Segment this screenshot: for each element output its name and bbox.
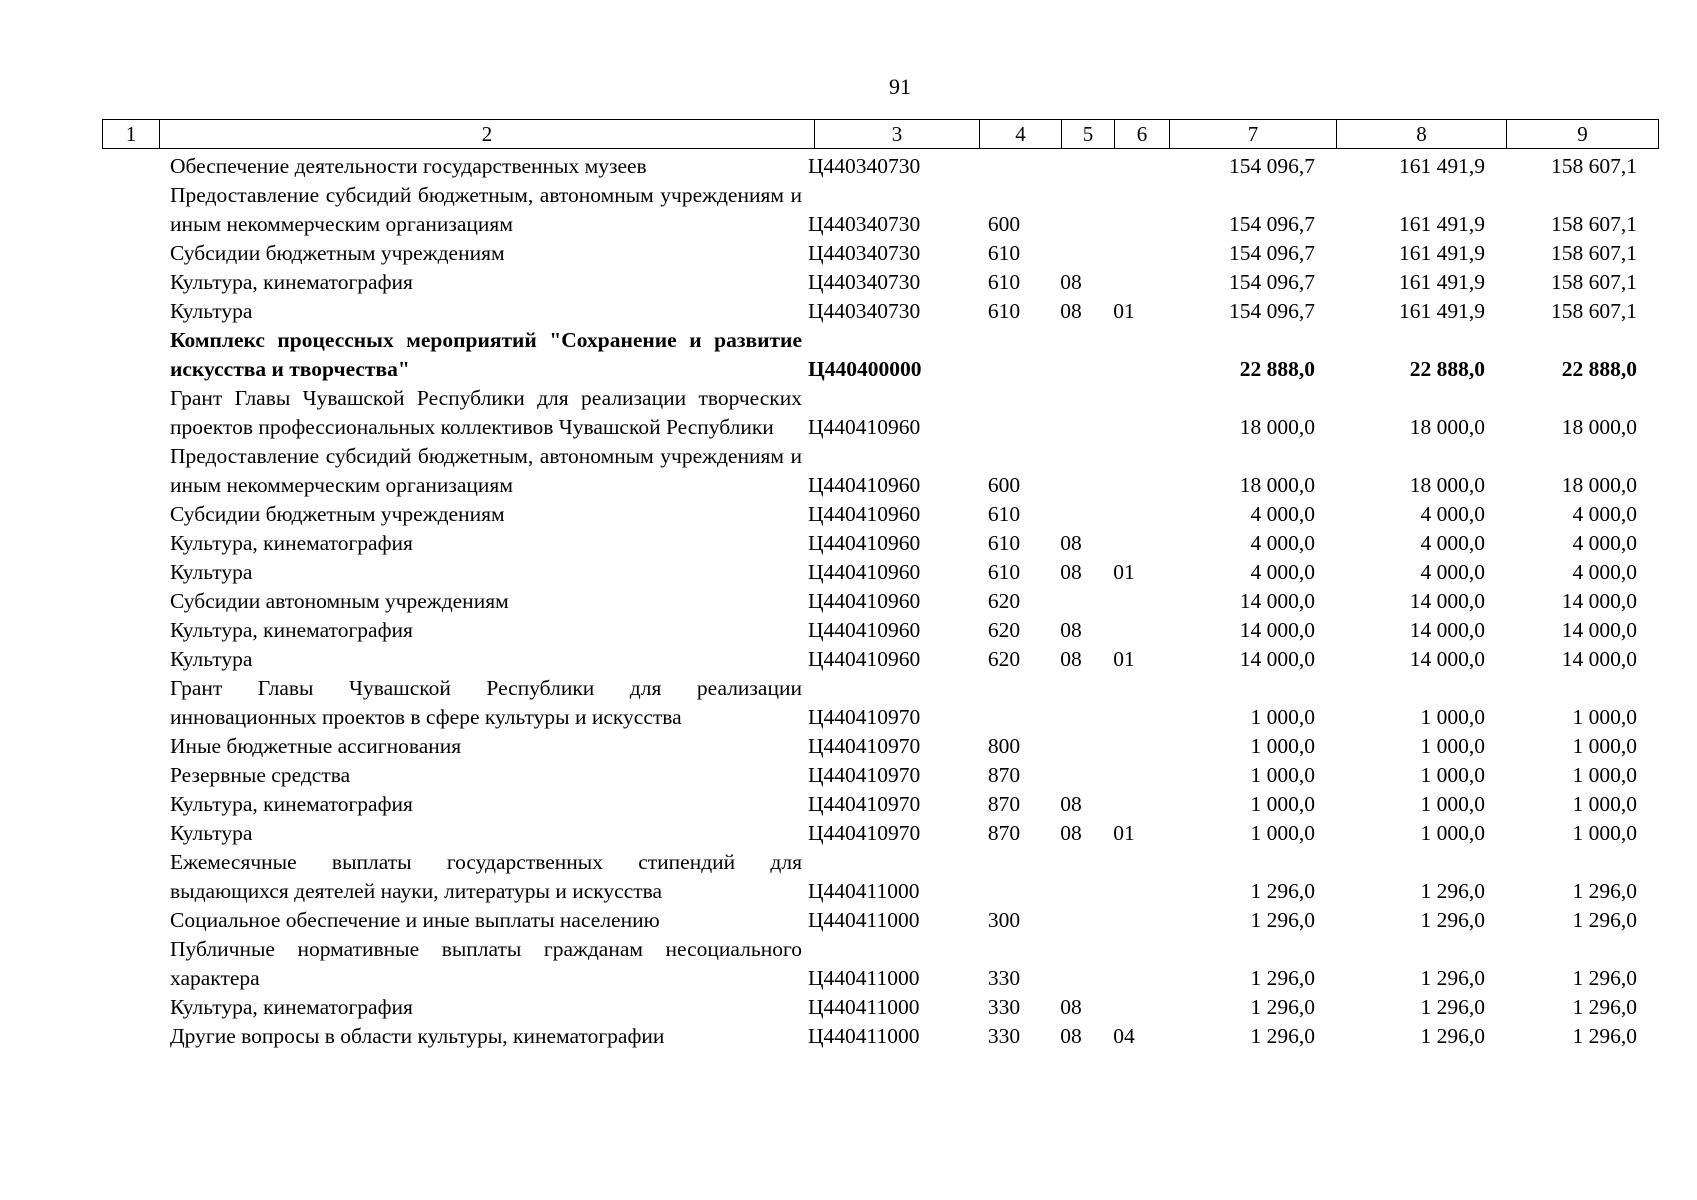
header-col-6: 6: [1115, 120, 1170, 149]
row-amount-year-3: 158 607,1: [1551, 241, 1637, 265]
row-expense-type: 870: [987, 821, 1021, 845]
row-amount-year-3: 1 296,0: [1572, 966, 1637, 990]
row-amount-year-2: 161 491,9: [1399, 270, 1485, 294]
header-col-7: 7: [1170, 120, 1337, 149]
row-amount-year-2: 18 000,0: [1409, 473, 1485, 497]
table-row: [102, 268, 1659, 297]
row-amount-year-3: 22 888,0: [1561, 357, 1637, 381]
row-name: Культура, кинематография: [170, 270, 413, 294]
row-amount-year-1: 154 096,7: [1229, 241, 1315, 265]
row-section: 08: [1060, 531, 1082, 555]
row-amount-year-2: 161 491,9: [1399, 299, 1485, 323]
row-amount-year-2: 14 000,0: [1409, 618, 1485, 642]
row-name: Культура: [170, 647, 253, 671]
row-name: Предоставление субсидий бюджетным, автономным учреждениям и иным некоммерческим организациям: [170, 183, 802, 236]
row-amount-year-3: 158 607,1: [1551, 270, 1637, 294]
row-target-code: Ц440411000: [808, 966, 920, 990]
table-row: [102, 239, 1659, 268]
row-amount-year-3: 1 000,0: [1572, 763, 1637, 787]
row-target-code: Ц440410960: [808, 502, 921, 526]
row-amount-year-3: 4 000,0: [1572, 502, 1637, 526]
header-col-3: 3: [815, 120, 980, 149]
row-amount-year-3: 14 000,0: [1561, 589, 1637, 613]
row-amount-year-1: 1 296,0: [1250, 1024, 1315, 1048]
row-amount-year-1: 14 000,0: [1239, 589, 1315, 613]
row-target-code: Ц440340730: [808, 154, 921, 178]
row-target-code: Ц440410960: [808, 647, 921, 671]
row-name: Культура, кинематография: [170, 792, 413, 816]
row-amount-year-1: 1 000,0: [1250, 705, 1315, 729]
header-col-9: 9: [1507, 120, 1659, 149]
row-amount-year-2: 22 888,0: [1409, 357, 1485, 381]
row-expense-type: 800: [987, 734, 1021, 758]
row-name: Другие вопросы в области культуры, кинематографии: [170, 1024, 665, 1048]
row-name: Грант Главы Чувашской Республики для реализации творческих проектов профессиональных коллективов Чувашской Республики: [170, 386, 802, 439]
row-expense-type: 870: [987, 792, 1021, 816]
header-col-8: 8: [1337, 120, 1507, 149]
row-target-code: Ц440411000: [808, 1024, 920, 1048]
row-name: Грант Главы Чувашской Республики для реализации инновационных проектов в сфере культуры и искусства: [170, 676, 802, 729]
row-amount-year-3: 18 000,0: [1561, 415, 1637, 439]
row-subsection: 01: [1113, 821, 1135, 845]
row-amount-year-1: 14 000,0: [1239, 618, 1315, 642]
row-target-code: Ц440410960: [808, 589, 921, 613]
table-row: [102, 848, 1659, 906]
row-target-code: Ц440410960: [808, 531, 921, 555]
row-amount-year-3: 1 000,0: [1572, 821, 1637, 845]
budget-table-body: [102, 152, 1659, 1051]
row-expense-type: 610: [987, 299, 1021, 323]
row-name: Социальное обеспечение и иные выплаты населению: [170, 908, 660, 932]
table-row: [102, 935, 1659, 993]
table-row: [102, 297, 1659, 326]
row-section: 08: [1060, 299, 1082, 323]
row-amount-year-1: 154 096,7: [1229, 299, 1315, 323]
row-name: Культура: [170, 560, 253, 584]
row-target-code: Ц440340730: [808, 241, 921, 265]
row-amount-year-2: 161 491,9: [1399, 241, 1485, 265]
row-name: Культура, кинематография: [170, 618, 413, 642]
table-row: [102, 790, 1659, 819]
row-amount-year-1: 1 296,0: [1250, 908, 1315, 932]
row-target-code: Ц440411000: [808, 879, 920, 903]
row-amount-year-3: 1 296,0: [1572, 908, 1637, 932]
row-amount-year-3: 1 000,0: [1572, 792, 1637, 816]
row-expense-type: 620: [987, 589, 1021, 613]
row-target-code: Ц440410960: [808, 415, 921, 439]
row-name: Обеспечение деятельности государственных музеев: [170, 154, 647, 178]
row-amount-year-3: 1 000,0: [1572, 705, 1637, 729]
row-expense-type: 330: [987, 995, 1021, 1019]
row-amount-year-2: 1 296,0: [1420, 995, 1485, 1019]
row-section: 08: [1060, 618, 1082, 642]
row-name: Субсидии бюджетным учреждениям: [170, 241, 505, 265]
row-section: 08: [1060, 792, 1082, 816]
table-row: [102, 645, 1659, 674]
row-amount-year-1: 1 000,0: [1250, 792, 1315, 816]
row-amount-year-3: 4 000,0: [1572, 531, 1637, 555]
row-amount-year-1: 18 000,0: [1239, 415, 1315, 439]
table-row: [102, 384, 1659, 442]
row-amount-year-2: 1 296,0: [1420, 966, 1485, 990]
table-row: [102, 761, 1659, 790]
row-subsection: 01: [1113, 299, 1135, 323]
row-amount-year-1: 4 000,0: [1250, 531, 1315, 555]
row-name: Культура, кинематография: [170, 531, 413, 555]
row-amount-year-3: 4 000,0: [1572, 560, 1637, 584]
row-amount-year-1: 1 000,0: [1250, 821, 1315, 845]
row-expense-type: 610: [987, 502, 1021, 526]
row-amount-year-2: 161 491,9: [1399, 212, 1485, 236]
row-amount-year-3: 14 000,0: [1561, 647, 1637, 671]
header-col-1: 1: [103, 120, 160, 149]
row-amount-year-2: 1 000,0: [1420, 792, 1485, 816]
row-amount-year-2: 1 296,0: [1420, 908, 1485, 932]
row-expense-type: 600: [987, 473, 1021, 497]
row-target-code: Ц440340730: [808, 299, 921, 323]
row-target-code: Ц440411000: [808, 995, 920, 1019]
row-amount-year-2: 4 000,0: [1420, 531, 1485, 555]
row-target-code: Ц440410960: [808, 473, 921, 497]
row-amount-year-3: 18 000,0: [1561, 473, 1637, 497]
row-amount-year-1: 154 096,7: [1229, 270, 1315, 294]
row-target-code: Ц440410970: [808, 705, 921, 729]
row-name: Ежемесячные выплаты государственных стипендий для выдающихся деятелей науки, литературы и искусства: [170, 850, 802, 903]
header-col-4: 4: [980, 120, 1062, 149]
row-amount-year-2: 4 000,0: [1420, 560, 1485, 584]
row-amount-year-3: 1 296,0: [1572, 995, 1637, 1019]
row-amount-year-1: 4 000,0: [1250, 502, 1315, 526]
row-name: Субсидии бюджетным учреждениям: [170, 502, 505, 526]
row-section: 08: [1060, 270, 1082, 294]
row-amount-year-1: 154 096,7: [1229, 212, 1315, 236]
row-expense-type: 610: [987, 531, 1021, 555]
table-row: [102, 181, 1659, 239]
page-number: 91: [889, 74, 911, 99]
row-expense-type: 330: [987, 1024, 1021, 1048]
row-expense-type: 870: [987, 763, 1021, 787]
row-amount-year-2: 14 000,0: [1409, 589, 1485, 613]
row-target-code: Ц440410960: [808, 618, 921, 642]
row-amount-year-2: 1 296,0: [1420, 879, 1485, 903]
row-expense-type: 620: [987, 618, 1021, 642]
row-subsection: 04: [1113, 1024, 1135, 1048]
row-amount-year-3: 1 000,0: [1572, 734, 1637, 758]
table-row: [102, 732, 1659, 761]
table-row: [102, 529, 1659, 558]
row-section: 08: [1060, 560, 1082, 584]
row-target-code: Ц440410970: [808, 792, 921, 816]
row-amount-year-1: 22 888,0: [1239, 357, 1315, 381]
table-row: [102, 616, 1659, 645]
row-target-code: Ц440410970: [808, 763, 921, 787]
row-section: 08: [1060, 1024, 1082, 1048]
row-amount-year-3: 158 607,1: [1551, 154, 1637, 178]
row-expense-type: 600: [987, 212, 1021, 236]
row-amount-year-2: 4 000,0: [1420, 502, 1485, 526]
row-amount-year-1: 4 000,0: [1250, 560, 1315, 584]
row-amount-year-2: 1 000,0: [1420, 821, 1485, 845]
row-name: Иные бюджетные ассигнования: [170, 734, 462, 758]
table-row: [102, 993, 1659, 1022]
row-amount-year-2: 1 000,0: [1420, 705, 1485, 729]
table-row: [102, 1022, 1659, 1051]
row-amount-year-3: 158 607,1: [1551, 212, 1637, 236]
row-target-code: Ц440410970: [808, 734, 921, 758]
table-row: [102, 326, 1659, 384]
row-expense-type: 330: [987, 966, 1021, 990]
row-amount-year-1: 14 000,0: [1239, 647, 1315, 671]
table-row: [102, 674, 1659, 732]
table-row: [102, 906, 1659, 935]
row-amount-year-2: 161 491,9: [1399, 154, 1485, 178]
header-col-2: 2: [160, 120, 815, 149]
row-amount-year-3: 14 000,0: [1561, 618, 1637, 642]
table-row: [102, 442, 1659, 500]
row-amount-year-1: 18 000,0: [1239, 473, 1315, 497]
row-expense-type: 300: [987, 908, 1021, 932]
row-target-code: Ц440411000: [808, 908, 920, 932]
row-subsection: 01: [1113, 647, 1135, 671]
column-number-header: [102, 119, 1659, 149]
row-name: Культура, кинематография: [170, 995, 413, 1019]
row-amount-year-2: 18 000,0: [1409, 415, 1485, 439]
row-amount-year-1: 154 096,7: [1229, 154, 1315, 178]
row-expense-type: 620: [987, 647, 1021, 671]
row-target-code: Ц440410960: [808, 560, 921, 584]
row-target-code: Ц440340730: [808, 270, 921, 294]
row-subsection: 01: [1113, 560, 1135, 584]
row-amount-year-2: 1 296,0: [1420, 1024, 1485, 1048]
row-name: Культура: [170, 821, 253, 845]
row-amount-year-1: 1 000,0: [1250, 734, 1315, 758]
row-expense-type: 610: [987, 270, 1021, 294]
row-expense-type: 610: [987, 241, 1021, 265]
header-col-5: 5: [1062, 120, 1115, 149]
table-row: [102, 587, 1659, 616]
row-name: Резервные средства: [170, 763, 351, 787]
row-name: Предоставление субсидий бюджетным, автономным учреждениям и иным некоммерческим организациям: [170, 444, 802, 497]
row-name: Комплекс процессных мероприятий "Сохранение и развитие искусства и творчества": [170, 328, 802, 381]
row-target-code: Ц440400000: [808, 357, 922, 381]
row-target-code: Ц440340730: [808, 212, 921, 236]
row-amount-year-3: 1 296,0: [1572, 1024, 1637, 1048]
row-section: 08: [1060, 995, 1082, 1019]
row-amount-year-2: 14 000,0: [1409, 647, 1485, 671]
row-amount-year-3: 1 296,0: [1572, 879, 1637, 903]
row-target-code: Ц440410970: [808, 821, 921, 845]
row-name: Публичные нормативные выплаты гражданам несоциального характера: [170, 937, 802, 990]
row-amount-year-2: 1 000,0: [1420, 734, 1485, 758]
table-row: [102, 500, 1659, 529]
row-name: Культура: [170, 299, 253, 323]
table-row: [102, 152, 1659, 181]
row-amount-year-3: 158 607,1: [1551, 299, 1637, 323]
row-section: 08: [1060, 821, 1082, 845]
table-row: [102, 558, 1659, 587]
row-amount-year-1: 1 296,0: [1250, 995, 1315, 1019]
row-amount-year-1: 1 000,0: [1250, 763, 1315, 787]
table-row: [102, 819, 1659, 848]
row-amount-year-1: 1 296,0: [1250, 966, 1315, 990]
row-name: Субсидии автономным учреждениям: [170, 589, 509, 613]
row-expense-type: 610: [987, 560, 1021, 584]
row-amount-year-2: 1 000,0: [1420, 763, 1485, 787]
row-section: 08: [1060, 647, 1082, 671]
row-amount-year-1: 1 296,0: [1250, 879, 1315, 903]
